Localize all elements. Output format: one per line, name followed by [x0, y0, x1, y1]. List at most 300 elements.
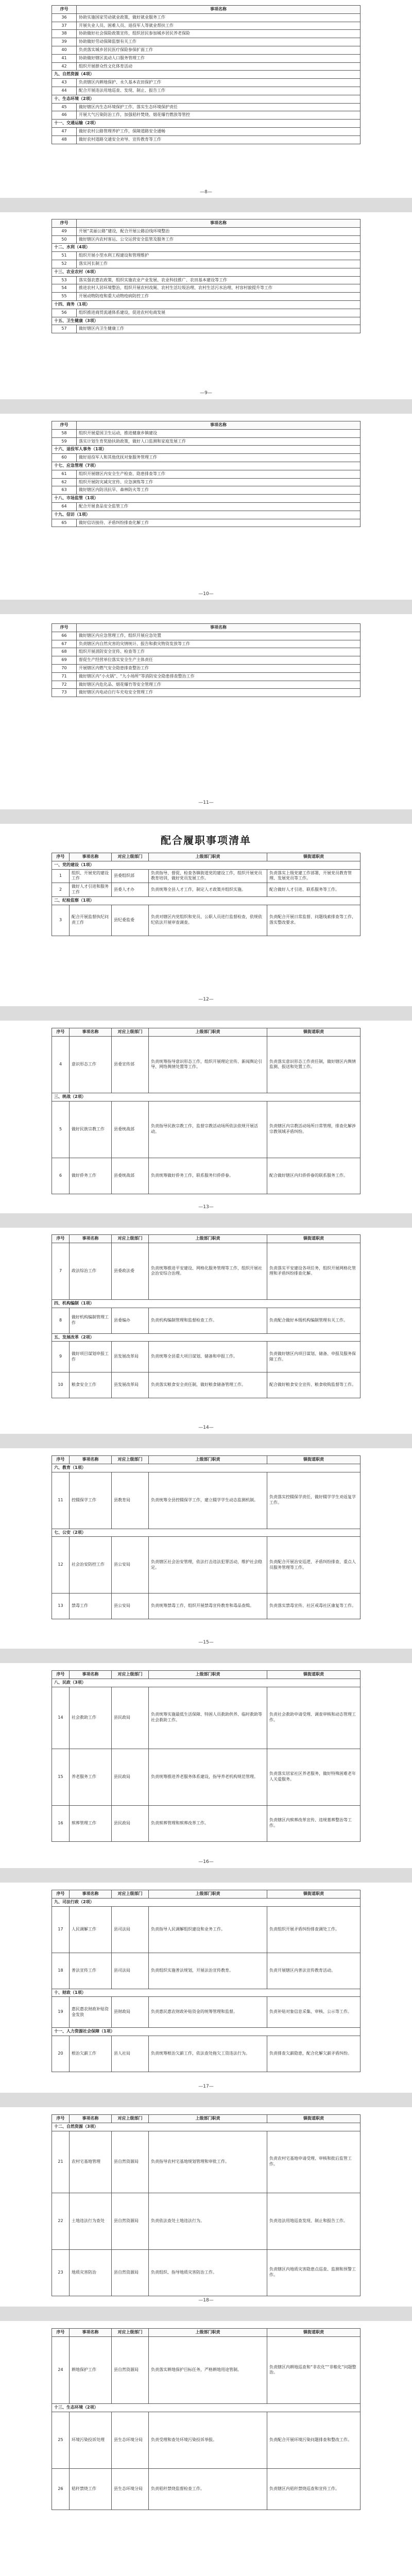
- row-number: 1: [52, 869, 70, 883]
- dept-name: 县生态环境分局: [112, 2412, 149, 2468]
- dept-duty: 负责指导民族宗教工作，监督宗教活动场所依法依规开展活动。: [149, 1101, 267, 1158]
- table-row: [52, 227, 360, 235]
- dept-name: 县司法局: [112, 1953, 149, 1989]
- row-number: 71: [52, 672, 77, 681]
- col-header-duty: 上级部门职责: [149, 1890, 267, 1899]
- table-row: [52, 38, 360, 46]
- dept-name: 县委编办: [112, 1308, 149, 1333]
- row-text: 做好农村道路交通安全劝导、宣传教育等工作: [77, 135, 360, 144]
- dept-name: 县财政局: [112, 1997, 149, 2028]
- matter-name: 组织、开展党的建设工作: [70, 869, 112, 883]
- matter-name: 殡葬管理工作: [70, 1805, 112, 1841]
- col-header-town: 镇街道职责: [267, 1671, 360, 1679]
- row-text: 开展“美丽公路”建设，配合开展公路沿线环境整治: [77, 227, 360, 235]
- col-header-no: 序号: [52, 1671, 70, 1679]
- table-row: [52, 1101, 360, 1158]
- row-number: 67: [52, 640, 77, 648]
- town-duty: 负责配合开展治安巡逻、矛盾纠纷排查、重点人员服务管理等工作。: [267, 1537, 360, 1594]
- col-header-dept: 对应上级部门: [112, 1671, 149, 1679]
- col-header-duty: 上级部门职责: [149, 1235, 267, 1243]
- table-row: [52, 62, 360, 71]
- section-heading: 四、机构编制（1项）: [52, 1299, 360, 1308]
- col-header-dept: 对应上级部门: [112, 1028, 149, 1037]
- row-text: 协助做好劳动保障监察有关工作: [77, 38, 360, 46]
- row-number: 66: [52, 632, 77, 640]
- row-text: 推进农村人居环境整治，组织开展农村改厕、农村生活垃圾治理、农村生活污水治理、村容村貌提升等工作: [77, 284, 360, 293]
- dept-duty: 负责落实耕地保护目标任务，严格耕地用途管制。: [149, 2336, 267, 2403]
- row-number: 65: [52, 519, 77, 527]
- table-row: [52, 46, 360, 54]
- table-row: [52, 454, 360, 462]
- section-heading: 三、统战（2项）: [52, 1093, 360, 1101]
- col-header-duty: 上级部门职责: [149, 1456, 267, 1464]
- table-row: [52, 429, 360, 437]
- town-duty: 负责配合开展日常监督、问题线索排查等工作，落实整改要求。: [267, 905, 360, 936]
- section-heading: 十五、卫生健康（3项）: [52, 317, 360, 325]
- page-number: —11—: [198, 800, 214, 805]
- table-row: [52, 905, 360, 936]
- row-number: 7: [52, 1243, 70, 1299]
- page-separator: [0, 1434, 412, 1448]
- col-header-no: 序号: [52, 853, 70, 861]
- matter-name: 做好人才引进和服务工作: [70, 883, 112, 897]
- table-row: [52, 252, 360, 260]
- col-header-town: 镇街道职责: [267, 1235, 360, 1243]
- row-text: 督促生产经营单位落实安全生产主体责任: [77, 656, 360, 665]
- row-text: 做好辖区内农村客运、公交运营安全监管及服务工作: [77, 235, 360, 244]
- table-row: [52, 235, 360, 244]
- col-header-no: 序号: [52, 6, 77, 14]
- row-text: 做好辖区内卫生健康工作: [77, 325, 360, 333]
- row-number: 22: [52, 2193, 70, 2249]
- town-duty: 负责辖区内秸秆禁烧巡查和宣传工作。: [267, 2468, 360, 2510]
- row-text: 做好农村公路管理养护工作，保障道路安全通畅: [77, 127, 360, 135]
- dept-name: 县司法局: [112, 1906, 149, 1953]
- cooperation-table-p15: [52, 1455, 360, 1619]
- table-row: [52, 1036, 360, 1093]
- row-number: 15: [52, 1749, 70, 1805]
- row-number: 10: [52, 1372, 70, 1398]
- dept-name: 县教育局: [112, 1472, 149, 1529]
- row-number: 50: [52, 235, 77, 244]
- row-text: 落实强农惠农政策，组织实施农业产业发展、农业科技推广、农田基本建设等工作: [77, 276, 360, 284]
- section-heading: 一、党的建设（1项）: [52, 861, 360, 869]
- table-row: [52, 1342, 360, 1372]
- table-row: [52, 79, 360, 87]
- row-text: 组织开展防灾减灾宣传、应急演练等工作: [77, 478, 360, 486]
- town-duty: 负责辖区内宗教活动场所日常管理，排查化解涉宗教领域矛盾纠纷。: [267, 1101, 360, 1158]
- row-number: 55: [52, 293, 77, 301]
- table-row: [52, 1953, 360, 1989]
- town-duty: 负责开展辖区内普法宣传教育活动。: [267, 1953, 360, 1989]
- town-duty: 配合做好粮食安全宣传、粮食收购监督等工作。: [267, 1372, 360, 1398]
- row-number: 9: [52, 1342, 70, 1372]
- row-number: 43: [52, 79, 77, 87]
- dept-duty: 负责殡葬管理和殡葬改革工作。: [149, 1805, 267, 1841]
- dept-name: 县发展改革局: [112, 1372, 149, 1398]
- page-number: —13—: [198, 1205, 214, 1210]
- table-row: [52, 656, 360, 665]
- col-header-name: 事项名称: [77, 219, 360, 228]
- table-row: [52, 689, 360, 697]
- matter-name: 控辍保学工作: [70, 1472, 112, 1529]
- matter-name: 根治欠薪工作: [70, 2036, 112, 2072]
- col-header-dept: 对应上级部门: [112, 1456, 149, 1464]
- page-separator: [0, 399, 412, 414]
- dept-name: 县公安局: [112, 1537, 149, 1594]
- table-row: [52, 1906, 360, 1953]
- section-heading: 十六、退役军人事务（1项）: [52, 446, 360, 454]
- dept-duty: 负责统筹做好侨务工作，联系服务归侨侨眷。: [149, 1158, 267, 1194]
- row-number: 25: [52, 2412, 70, 2468]
- row-text: 落实河长制工作: [77, 260, 360, 268]
- row-text: 做好辖区内危化品、烟花爆竹等安全管理工作: [77, 681, 360, 689]
- dept-duty: 负责机构编制管理和监督检查工作。: [149, 1308, 267, 1333]
- document-title: 配合履职事项清单: [161, 834, 251, 846]
- dept-name: 县发展改革局: [112, 1342, 149, 1372]
- col-header-name: 事项名称: [70, 1456, 112, 1464]
- col-header-name: 事项名称: [77, 421, 360, 430]
- row-number: 6: [52, 1158, 70, 1194]
- table-row: [52, 103, 360, 111]
- town-duty: 负责辖区内耕地巡查和“非农化”“非粮化”问题整治。: [267, 2336, 360, 2403]
- section-heading: 六、教育（1项）: [52, 1464, 360, 1472]
- dept-name: 县纪委监委: [112, 905, 149, 936]
- matter-name: 土地违法行为查处: [70, 2193, 112, 2249]
- col-header-name: 事项名称: [70, 1235, 112, 1243]
- page-number: —8—: [200, 190, 212, 195]
- page-number: —17—: [198, 2084, 214, 2089]
- matter-name: 粮食安全工作: [70, 1372, 112, 1398]
- table-row: [52, 1805, 360, 1841]
- row-number: 64: [52, 502, 77, 511]
- row-text: 做好退役军人和其他优抚对象服务管理工作: [77, 454, 360, 462]
- col-header-name: 事项名称: [70, 1671, 112, 1679]
- row-number: 36: [52, 13, 77, 22]
- col-header-town: 镇街道职责: [267, 853, 360, 861]
- section-heading: 十二、自然资源（3项）: [52, 2123, 360, 2131]
- page-number: —10—: [198, 591, 214, 597]
- dept-name: 县人社局: [112, 2036, 149, 2072]
- col-header-no: 序号: [52, 624, 77, 632]
- matter-name: 意识形态工作: [70, 1036, 112, 1093]
- dept-duty: 负责统筹根治欠薪工作，依法查处拖欠工资违法行为。: [149, 2036, 267, 2072]
- row-number: 38: [52, 30, 77, 38]
- cooperation-table-p13: [52, 1028, 360, 1194]
- matter-name: 农村宅基地管理: [70, 2131, 112, 2193]
- section-heading: 十二、水利（4项）: [52, 244, 360, 252]
- col-header-no: 序号: [52, 219, 77, 228]
- town-duty: 负责组织开展矛盾纠纷排查调处工作。: [267, 1906, 360, 1953]
- col-header-dept: 对应上级部门: [112, 1890, 149, 1899]
- town-duty: 负责落实平安建设各项任务，组织开展网格化管理和矛盾纠纷排查化解。: [267, 1243, 360, 1299]
- section-heading: 十九、信访（1项）: [52, 511, 360, 519]
- row-text: 负责辖区内耕地保护、永久基本农田保护工作: [77, 79, 360, 87]
- row-text: 协助做好辖区流动人口服务管理工作: [77, 54, 360, 62]
- row-text: 组织开展消防安全宣传、检查等工作: [77, 648, 360, 656]
- row-number: 18: [52, 1953, 70, 1989]
- col-header-no: 序号: [52, 2329, 70, 2337]
- row-number: 51: [52, 252, 77, 260]
- row-text: 开展失业人员、困难人员、退役军人等就业帮扶工作: [77, 22, 360, 30]
- cooperation-table-p12: [52, 853, 360, 936]
- row-number: 59: [52, 437, 77, 446]
- cooperation-table-p14: [52, 1234, 360, 1398]
- col-header-duty: 上级部门职责: [149, 1028, 267, 1037]
- section-heading: 十三、农业农村（6项）: [52, 268, 360, 276]
- table-row: [52, 502, 360, 511]
- row-text: 做好辖区内“小火锅”、“九小场所”等消防安全隐患排查整治工作: [77, 672, 360, 681]
- table-row: [52, 478, 360, 486]
- row-text: 组织开展小型水利工程建设和管理维护: [77, 252, 360, 260]
- row-number: 48: [52, 135, 77, 144]
- row-number: 24: [52, 2336, 70, 2403]
- town-duty: 负责落实上级党建工作部署，开展党员教育管理、发展党员等工作。: [267, 869, 360, 883]
- table-row: [52, 883, 360, 897]
- page-separator: [0, 809, 412, 824]
- table-row: [52, 309, 360, 317]
- matter-name: 配合开展监督执纪问责工作: [70, 905, 112, 936]
- col-header-no: 序号: [52, 421, 77, 430]
- row-number: 63: [52, 486, 77, 495]
- table-row: [52, 260, 360, 268]
- col-header-no: 序号: [52, 1028, 70, 1037]
- row-number: 61: [52, 470, 77, 478]
- dept-duty: 负责统筹推进养老服务体系建设，指导养老机构规范管理。: [149, 1749, 267, 1805]
- section-heading: 十、财政（1项）: [52, 1989, 360, 1997]
- row-number: 3: [52, 905, 70, 936]
- table-row: [52, 2131, 360, 2193]
- table-row: [52, 640, 360, 648]
- dept-name: 县公安局: [112, 1594, 149, 1619]
- row-number: 16: [52, 1805, 70, 1841]
- page-separator: [0, 1649, 412, 1663]
- town-duty: 配合做好人才引进、联系服务等工作。: [267, 883, 360, 897]
- row-number: 2: [52, 883, 70, 897]
- dept-duty: 负责指导、督促、检查各镇街道党的建设工作，组织开展党员教育培训，做好党员发展工作。: [149, 869, 267, 883]
- table-row: [52, 2468, 360, 2510]
- section-heading: 十八、市场监管（1项）: [52, 495, 360, 503]
- table-row: [52, 276, 360, 284]
- town-duty: 负责配合做好本级机构编制管理有关工作。: [267, 1308, 360, 1333]
- col-header-name: 事项名称: [70, 2329, 112, 2337]
- table-row: [52, 111, 360, 120]
- row-text: 做好辖区内生态环境保护工作，落实生态环境保护责任: [77, 103, 360, 111]
- row-number: 5: [52, 1101, 70, 1158]
- table-row: [52, 1749, 360, 1805]
- table-row: [52, 293, 360, 301]
- table-row: [52, 54, 360, 62]
- page-separator: [0, 2093, 412, 2107]
- table-row: [52, 325, 360, 333]
- dept-duty: 负责组织、指导地质灾害防治工作。: [149, 2249, 267, 2296]
- row-number: 40: [52, 46, 77, 54]
- table-row: [52, 13, 360, 22]
- row-number: 20: [52, 2036, 70, 2072]
- row-number: 47: [52, 127, 77, 135]
- dept-name: 县委统战部: [112, 1158, 149, 1194]
- table-row: [52, 2249, 360, 2296]
- row-text: 做好辖区内应急管理工作，组织开展应急处置: [77, 632, 360, 640]
- table-row: [52, 2336, 360, 2403]
- town-duty: 负责补贴对象信息采集、审核、公示等工作。: [267, 1997, 360, 2028]
- row-number: 73: [52, 689, 77, 697]
- row-number: 53: [52, 276, 77, 284]
- matter-name: 人民调解工作: [70, 1906, 112, 1953]
- page-separator: [0, 1868, 412, 1883]
- section-heading: 十一、人力资源社会保障（1项）: [52, 2028, 360, 2036]
- page-separator: [0, 600, 412, 614]
- page-separator: [0, 2307, 412, 2321]
- row-number: 12: [52, 1537, 70, 1594]
- table-row: [52, 2193, 360, 2249]
- row-number: 52: [52, 260, 77, 268]
- row-text: 配合开展违法用地巡查、发现、制止、报告工作: [77, 87, 360, 95]
- town-duty: 负责配合开展环境污染问题排查和整改工作。: [267, 2412, 360, 2468]
- town-duty: 负责落实禁毒宣传、社区戒毒社区康复等工作。: [267, 1594, 360, 1619]
- dept-duty: 负责受理和查处环境污染投诉举报。: [149, 2412, 267, 2468]
- dept-name: 县委统战部: [112, 1101, 149, 1158]
- row-number: 19: [52, 1997, 70, 2028]
- table-row: [52, 437, 360, 446]
- row-text: 负责落实城乡居民医疗保险参保扩面工作: [77, 46, 360, 54]
- table-row: [52, 672, 360, 681]
- dept-duty: 负责组织实施普法规划，开展法治宣传教育。: [149, 1953, 267, 1989]
- table-row: [52, 1372, 360, 1398]
- row-text: 组织开展辖区内安全生产检查、隐患排查等工作: [77, 470, 360, 478]
- row-text: 协助做好社会保险政策宣传，组织居民参加城乡居民养老保险: [77, 30, 360, 38]
- row-text: 组织开展群众性文化体育活动: [77, 62, 360, 71]
- section-heading: 十三、生态环境（2项）: [52, 2403, 360, 2412]
- page-separator: [0, 1213, 412, 1228]
- section-heading: 二、纪检监察（1项）: [52, 896, 360, 905]
- row-number: 37: [52, 22, 77, 30]
- section-heading: 五、发展改革（2项）: [52, 1333, 360, 1342]
- matter-name: 做好机构编制管理工作: [70, 1308, 112, 1333]
- col-header-duty: 上级部门职责: [149, 2115, 267, 2123]
- table-row: [52, 2412, 360, 2468]
- matter-name: 秸秆禁烧工作: [70, 2468, 112, 2510]
- town-duty: 负责社会救助申请受理、调查审核和动态管理工作。: [267, 1687, 360, 1749]
- page-number: —14—: [198, 1425, 214, 1430]
- matter-name: 做好民族宗教工作: [70, 1101, 112, 1158]
- table-row: [52, 519, 360, 527]
- row-number: 26: [52, 2468, 70, 2510]
- row-number: 39: [52, 38, 77, 46]
- col-header-no: 序号: [52, 1235, 70, 1243]
- row-number: 68: [52, 648, 77, 656]
- town-duty: 负责落实意识形态工作责任制，做好辖区内舆情监测、报送和处置工作。: [267, 1036, 360, 1093]
- row-number: 62: [52, 478, 77, 486]
- row-number: 4: [52, 1036, 70, 1093]
- row-number: 60: [52, 454, 77, 462]
- section-heading: 十七、应急管理（7项）: [52, 462, 360, 470]
- col-header-duty: 上级部门职责: [149, 1671, 267, 1679]
- matter-list-table-p10: [52, 421, 360, 527]
- section-heading: 八、民政（3项）: [52, 1679, 360, 1687]
- town-duty: 负责排查欠薪隐患，配合化解欠薪矛盾纠纷。: [267, 2036, 360, 2072]
- row-number: 46: [52, 111, 77, 120]
- table-row: [52, 1537, 360, 1594]
- col-header-no: 序号: [52, 1456, 70, 1464]
- row-text: 组织开展爱国卫生运动，推进健康乡镇建设: [77, 429, 360, 437]
- dept-name: 县委宣传部: [112, 1036, 149, 1093]
- row-text: 做好辖区内电动自行车充电安全管理工作: [77, 689, 360, 697]
- dept-name: 县生态环境分局: [112, 2468, 149, 2510]
- row-text: 配合开展食品安全监管工作: [77, 502, 360, 511]
- row-number: 14: [52, 1687, 70, 1749]
- col-header-dept: 对应上级部门: [112, 2115, 149, 2123]
- table-row: [52, 1243, 360, 1299]
- table-row: [52, 1472, 360, 1529]
- row-number: 45: [52, 103, 77, 111]
- dept-name: 县自然资源局: [112, 2249, 149, 2296]
- page-number: —15—: [198, 1640, 214, 1645]
- dept-duty: 负责依法查处土地违法行为。: [149, 2193, 267, 2249]
- dept-duty: 负责统筹推进平安建设、网格化服务管理等工作，组织开展社会治安综合治理。: [149, 1243, 267, 1299]
- col-header-dept: 对应上级部门: [112, 2329, 149, 2337]
- matter-name: 做好项目谋划申报工作: [70, 1342, 112, 1372]
- col-header-name: 事项名称: [77, 624, 360, 632]
- matter-name: 惠民惠农财政补贴资金发放: [70, 1997, 112, 2028]
- row-number: 44: [52, 87, 77, 95]
- row-number: 13: [52, 1594, 70, 1619]
- matter-list-table-p11: [52, 623, 360, 697]
- matter-name: 耕地保护工作: [70, 2336, 112, 2403]
- table-row: [52, 135, 360, 144]
- dept-duty: 负责惠民惠农财政补贴资金的统筹管理和监督。: [149, 1997, 267, 2028]
- col-header-duty: 上级部门职责: [149, 2329, 267, 2337]
- section-heading: 十一、交通运输（2项）: [52, 120, 360, 128]
- dept-name: 县自然资源局: [112, 2131, 149, 2193]
- row-number: 54: [52, 284, 77, 293]
- col-header-name: 事项名称: [77, 6, 360, 14]
- matter-list-table-p9: [52, 219, 360, 333]
- col-header-name: 事项名称: [70, 1890, 112, 1899]
- row-text: 开展动物防疫和重大动物疫病防控工作: [77, 293, 360, 301]
- table-row: [52, 30, 360, 38]
- page-separator: [0, 198, 412, 212]
- row-number: 42: [52, 62, 77, 71]
- table-row: [52, 2036, 360, 2072]
- dept-name: 县委组织部: [112, 869, 149, 883]
- dept-name: 县民政局: [112, 1749, 149, 1805]
- row-number: 8: [52, 1308, 70, 1333]
- page-number: —16—: [198, 1859, 214, 1865]
- matter-name: 社会救助工作: [70, 1687, 112, 1749]
- table-row: [52, 470, 360, 478]
- table-row: [52, 632, 360, 640]
- matter-name: 地质灾害防治: [70, 2249, 112, 2296]
- town-duty: 负责落实控辍保学责任，做好辍学学生劝返复学工作。: [267, 1472, 360, 1529]
- table-row: [52, 1687, 360, 1749]
- town-duty: 配合做好辖区内归侨侨眷的联系服务工作。: [267, 1158, 360, 1194]
- col-header-duty: 上级部门职责: [149, 853, 267, 861]
- row-number: 17: [52, 1906, 70, 1953]
- section-heading: 十四、商务（1项）: [52, 300, 360, 309]
- row-text: 开展辖区内燃气安全隐患排查整治工作: [77, 664, 360, 672]
- town-duty: 负责落实居家社区养老服务，做好特殊困难老年人关爱服务。: [267, 1749, 360, 1805]
- page-separator: [0, 1006, 412, 1021]
- matter-name: 禁毒工作: [70, 1594, 112, 1619]
- row-text: 开展大气污染防治工作，加强秸秆焚烧、烟花爆竹燃放等管控: [77, 111, 360, 120]
- table-row: [52, 869, 360, 883]
- town-duty: 负责违法用地巡查发现、制止和报告工作。: [267, 2193, 360, 2249]
- col-header-town: 镇街道职责: [267, 2329, 360, 2337]
- dept-name: 县自然资源局: [112, 2193, 149, 2249]
- section-heading: 九、自然资源（4项）: [52, 71, 360, 79]
- col-header-name: 事项名称: [70, 853, 112, 861]
